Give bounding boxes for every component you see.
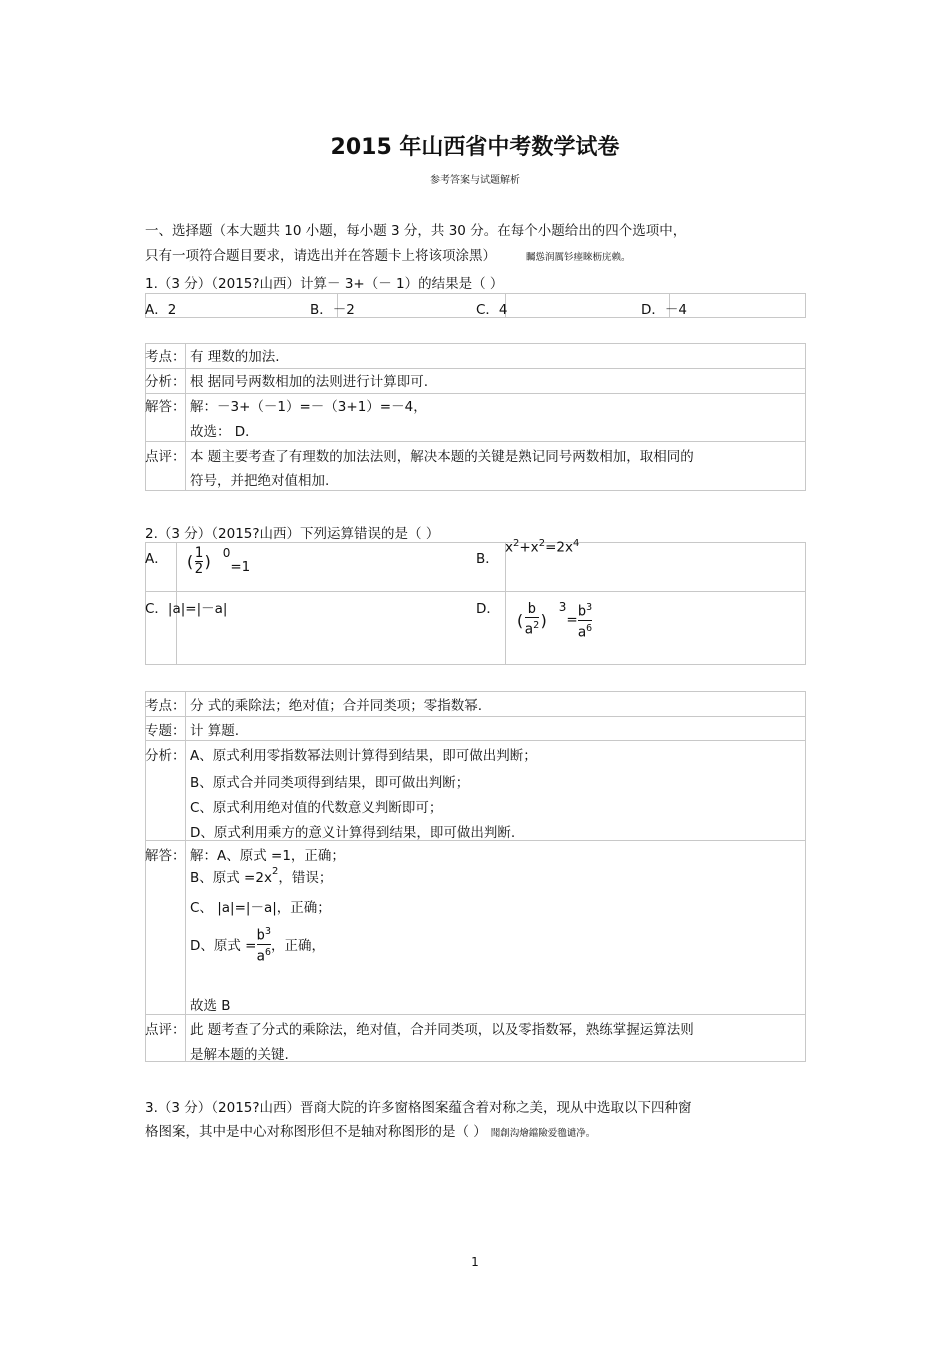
q2-dianping-line1: 此 题考查了分式的乘除法，绝对值，合并同类项，以及零指数幂，熟练掌握运算法则	[190, 1022, 694, 1038]
q1-kaodian: 有 理数的加法.	[190, 349, 280, 365]
q2-zhuanti-label: 专题：	[145, 723, 186, 739]
q2-fenxi-line4: D、原式利用乘方的意义计算得到结果，即可做出判断.	[190, 825, 516, 841]
q1-jieda-line2: 故选： D．	[190, 424, 259, 440]
q1-kaodian-label: 考点：	[145, 349, 186, 365]
q2-option-a-expr: ( $\frac{1}{2}$ ) 0 =1	[185, 545, 251, 577]
q2-stem: 2.（3 分）（2015?山西）下列运算错误的是（ ）	[145, 526, 440, 542]
q2-option-c: C．|a|=|－a|	[145, 601, 228, 617]
q1-fenxi-label: 分析：	[145, 374, 186, 390]
q2-option-b-expr: $x^2+x^2=2x^4$	[505, 538, 580, 556]
q1-jieda-line1: 解：－3+（－1）=－（3+1）=－4，	[190, 399, 427, 415]
q2-option-d-label: D．	[476, 601, 500, 617]
q2-jieda-line5: 故选 B	[190, 998, 231, 1014]
fraction: $\frac{b^3}{a^6}$	[256, 926, 271, 965]
fraction: $\frac{1}{2}$	[194, 545, 204, 577]
q1-dianping-line2: 符号，并把绝对值相加.	[190, 473, 330, 489]
q2-option-b-label: B．	[476, 551, 499, 567]
q2-option-a-label: A．	[145, 551, 168, 567]
q2-kaodian-label: 考点：	[145, 698, 186, 714]
q3-line1: 3.（3 分）（2015?山西）晋商大院的许多窗格图案蕴含着对称之美，现从中选取以下四种窗	[145, 1100, 692, 1116]
q1-option-a: A．2	[145, 302, 177, 318]
q1-jieda-label: 解答：	[145, 399, 186, 415]
q2-dianping-line2: 是解本题的关键.	[190, 1047, 289, 1063]
q3-line2: 格图案，其中是中心对称图形但不是轴对称图形的是（ ） 聞創沟燴鐺險爱氇谴净。	[145, 1124, 596, 1140]
section1-line2: 只有一项符合题目要求，请选出并在答题卡上将该项涂黑） 矚慫润厲钐瘗睞枥庑赖。	[145, 248, 631, 264]
noise-text: 矚慫润厲钐瘗睞枥庑赖。	[526, 252, 631, 263]
q2-jieda-line1: 解：A、原式 =1，正确；	[190, 848, 345, 864]
fraction: $\frac{b^3}{a^6}$	[577, 602, 593, 641]
q2-jieda-line2: B、原式 $=2x^2$，错误；	[190, 866, 333, 886]
q2-fenxi-line1: A、原式利用零指数幂法则计算得到结果，即可做出判断；	[190, 748, 537, 764]
q1-stem: 1.（3 分）（2015?山西）计算－ 3+（－ 1）的结果是（ ）	[145, 276, 504, 292]
q1-option-b: B．－2	[310, 302, 355, 318]
q2-jieda-line3: C、 |a|=|－a|，正确；	[190, 900, 331, 916]
q1-dianping-line1: 本 题主要考查了有理数的加法法则，解决本题的关键是熟记同号两数相加，取相同的	[190, 449, 694, 465]
page-title: 2015 年山西省中考数学试卷	[330, 135, 620, 160]
q2-jieda-line4: D、原式 = $\frac{b^3}{a^6}$ ，正确，	[190, 926, 325, 965]
q2-fenxi-line2: B、原式合并同类项得到结果，即可做出判断；	[190, 775, 470, 791]
q2-fenxi-line3: C、原式利用绝对值的代数意义判断即可；	[190, 800, 443, 816]
section1-line1: 一、选择题（本大题共 10 小题，每小题 3 分，共 30 分。在每个小题给出的四个选项中，	[145, 223, 687, 239]
q1-option-c: C．4	[476, 302, 508, 318]
page-subtitle: 参考答案与试题解析	[430, 175, 520, 186]
page-number: 1	[471, 1255, 479, 1269]
q2-kaodian: 分 式的乘除法；绝对值；合并同类项；零指数幂.	[190, 698, 483, 714]
noise-text: 聞創沟燴鐺險爱氇谴净。	[490, 1128, 596, 1139]
q2-option-d-expr: ( $\frac{b}{a^2}$ ) 3 = $\frac{b^3}{a^6}$	[515, 600, 593, 641]
q1-dianping-label: 点评：	[145, 449, 186, 465]
q1-fenxi: 根 据同号两数相加的法则进行计算即可.	[190, 374, 429, 390]
q1-option-d: D．－4	[641, 302, 687, 318]
q2-jieda-label: 解答：	[145, 848, 186, 864]
q2-zhuanti: 计 算题.	[190, 723, 240, 739]
fraction: $\frac{b}{a^2}$	[524, 601, 540, 638]
q2-dianping-label: 点评：	[145, 1022, 186, 1038]
q2-fenxi-label: 分析：	[145, 748, 186, 764]
